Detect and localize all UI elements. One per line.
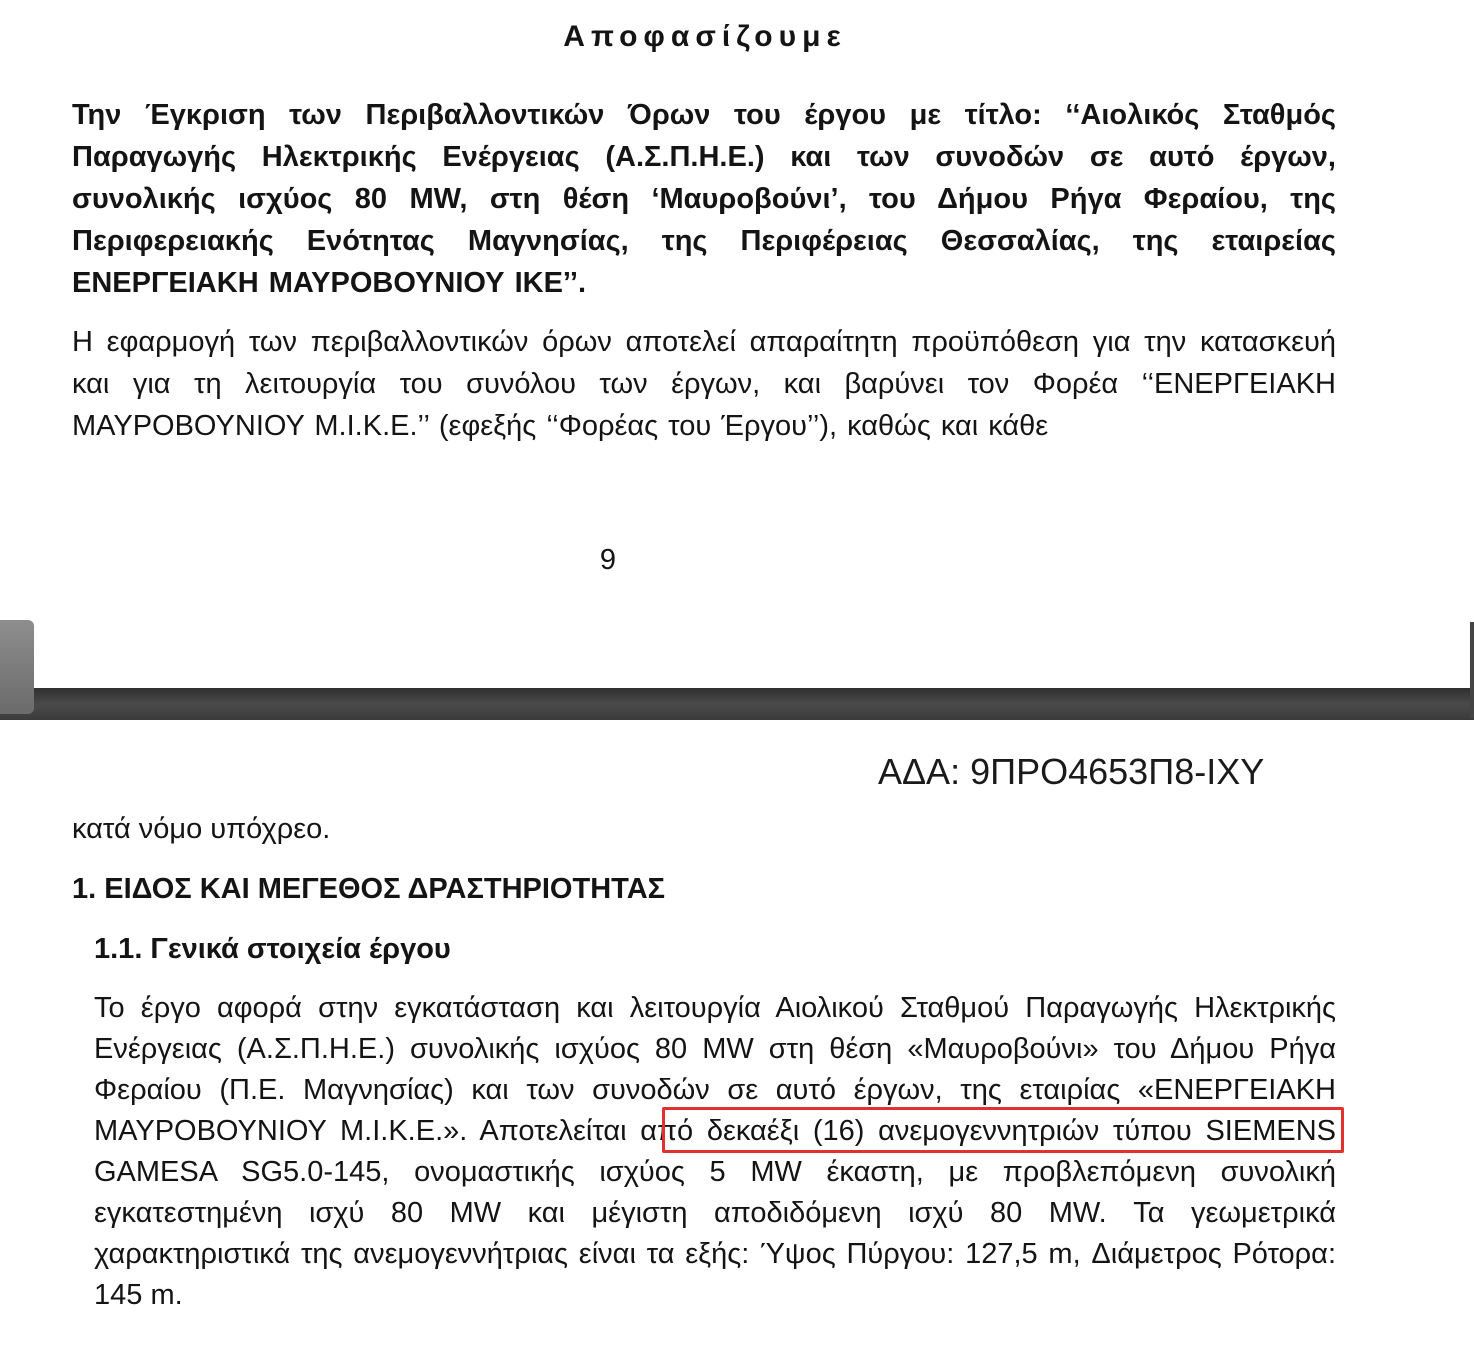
project-description-paragraph — [94, 988, 1336, 1316]
page-separator — [0, 688, 1474, 720]
right-scroll-handle[interactable] — [1470, 622, 1474, 718]
continuation-text: κατά νόμο υπόχρεο. — [72, 813, 331, 845]
application-paragraph: Η εφαρμογή των περιβαλλοντικών όρων αποτελεί απαραίτητη προϋπόθεση για την κατασκευή και για τη λειτουργία του συνόλου των έργων, και βαρύνει τον Φορέα ‘‘ΕΝΕΡΓΕΙΑΚΗ ΜΑΥΡΟΒΟΥΝΙΟΥ Μ.Ι.Κ.Ε.’’ (εφεξής ‘‘Φορέας του Έργου’’), καθώς και κάθε — [72, 326, 1336, 442]
subsection-heading: 1.1. Γενικά στοιχεία έργου — [94, 933, 451, 965]
body-text-after-highlight: τύπου SIEMENS GAMESA SG5.0-145, ονομαστικής ισχύος 5 MW έκαστη, με προβλεπόμενη συνολική εγκατεστημένη ισχύ 80 MW και μέγιστη αποδιδόμενη ισχύ 80 MW. Τα γεωμετρικά χαρακτηριστικά της ανεμογεννήτριας είναι τα εξής: Ύψος Πύργου: 127,5 m, Διάμετρος Ρότορα: 145 m. — [94, 1115, 1336, 1311]
body-text-before-highlight: Το έργο αφορά στην εγκατάσταση και λειτουργία Αιολικού Σταθμού Παραγωγής Ηλεκτρικής Ενέργειας (Α.Σ.Π.Η.Ε.) συνολικής ισχύος 80 MW στη θέση «Μαυροβούνι» του Δήμου Ρήγα Φεραίου (Π.Ε. Μαγνησίας) και των συνοδών σε αυτό έργων, της εταιρίας «ΕΝΕΡΓΕΙΑΚΗ ΜΑΥΡΟΒΟΥΝΙΟΥ Μ.Ι.Κ.Ε.». — [94, 992, 1336, 1147]
highlighted-text: Αποτελείται από δεκαέξι (16) ανεμογεννητριών — [479, 1115, 1100, 1147]
pdf-page-10 — [0, 720, 1474, 1346]
left-scroll-handle[interactable] — [0, 620, 34, 714]
page-number: 9 — [599, 544, 617, 576]
decision-heading: Αποφασίζουμε — [563, 20, 847, 53]
ada-code: ΑΔΑ: 9ΠΡΟ4653Π8-ΙΧΥ — [878, 751, 1265, 792]
section-heading: 1. ΕΙΔΟΣ ΚΑΙ ΜΕΓΕΘΟΣ ΔΡΑΣΤΗΡΙΟΤΗΤΑΣ — [72, 873, 666, 905]
decision-paragraph: Την Έγκριση των Περιβαλλοντικών Όρων του έργου με τίτλο: ‘‘Αιολικός Σταθμός Παραγωγής Ηλεκτρικής Ενέργειας (Α.Σ.Π.Η.Ε.) και των συνοδών σε αυτό έργων, συνολικής ισχύος 80 MW, στη θέση ‘Μαυροβούνι’, του Δήμου Ρήγα Φεραίου, της Περιφερειακής Ενότητας Μαγνησίας, της Περιφέρειας Θεσσαλίας, της εταιρείας ΕΝΕΡΓΕΙΑΚΗ ΜΑΥΡΟΒΟΥΝΙΟΥ ΙΚΕ’’. — [72, 99, 1336, 299]
